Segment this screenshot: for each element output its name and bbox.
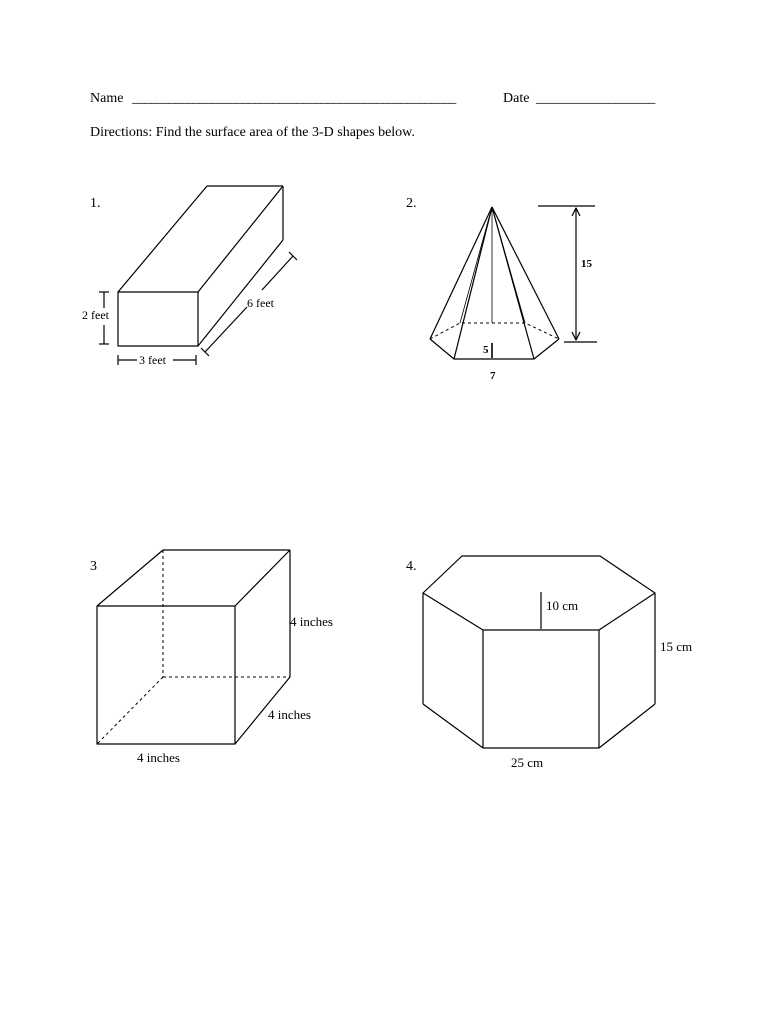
cube-height-label: 4 inches xyxy=(290,614,333,629)
cube-depth-label: 4 inches xyxy=(268,707,311,722)
prism-width-label: 3 feet xyxy=(139,353,166,367)
hexagonal-prism-figure xyxy=(423,556,655,748)
pyramid-base-side-label: 7 xyxy=(490,370,496,382)
name-blank[interactable]: _____________________________________________________ xyxy=(132,91,456,106)
cube-width-label: 4 inches xyxy=(137,750,180,765)
hex-prism-height-label: 15 cm xyxy=(660,639,693,654)
pyramid-apothem-label: 5 xyxy=(483,344,489,356)
rectangular-prism-figure xyxy=(99,186,297,365)
pyramid-height-label: 15 xyxy=(581,258,592,270)
problem-number-1: 1. xyxy=(90,196,101,211)
problem-number-2: 2. xyxy=(406,196,417,211)
prism-length-label: 6 feet xyxy=(247,296,274,310)
problem-number-4: 4. xyxy=(406,559,417,574)
date-label: Date xyxy=(503,91,530,106)
cube-figure xyxy=(97,550,290,744)
problem-number-3: 3 xyxy=(90,559,97,574)
date-blank[interactable]: __________________ xyxy=(536,91,655,106)
name-label: Name xyxy=(90,91,124,106)
prism-height-label: 2 feet xyxy=(82,308,109,322)
hexagonal-pyramid-figure xyxy=(430,206,597,359)
directions-text: Directions: Find the surface area of the 3-D shapes below. xyxy=(90,125,415,140)
hex-prism-base-side-label: 25 cm xyxy=(511,755,544,770)
hex-prism-apothem-label: 10 cm xyxy=(546,598,579,613)
